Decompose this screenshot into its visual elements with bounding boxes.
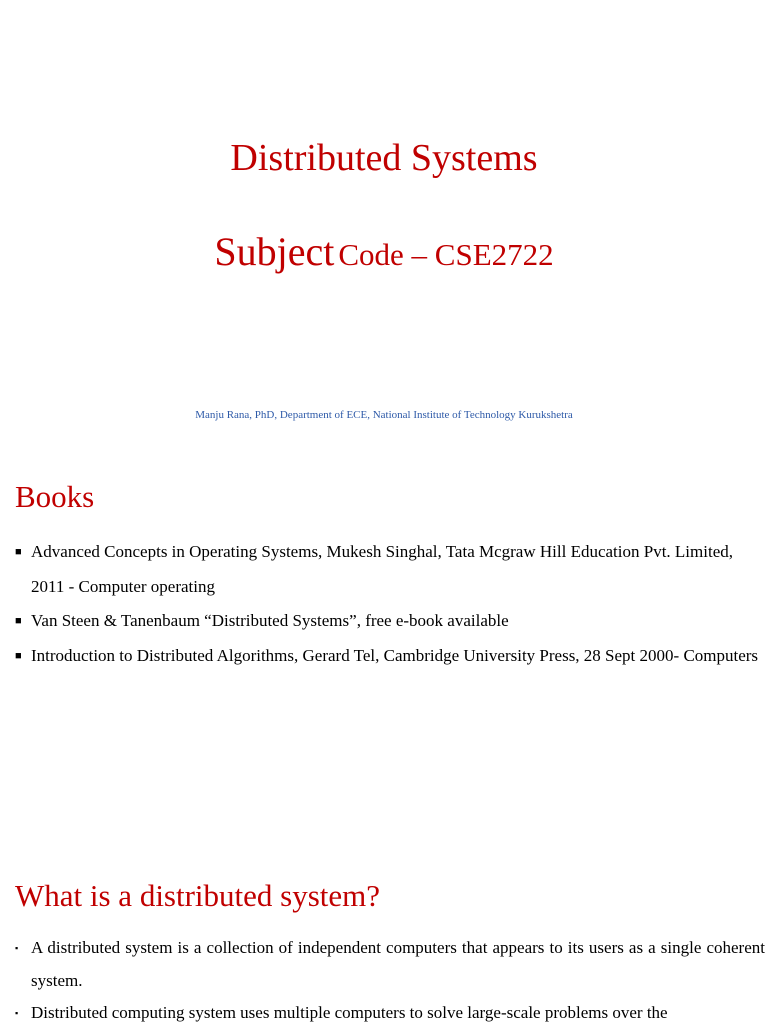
author-credit: Manju Rana, PhD, Department of ECE, National Institute of Technology Kurukshetra <box>195 409 573 421</box>
definition-entry: Distributed computing system uses multiple computers to solve large-scale problems over the <box>31 1003 668 1022</box>
definition-slide <box>0 860 768 1024</box>
list-item <box>15 639 765 674</box>
square-bullet-icon: ■ <box>15 649 22 662</box>
square-bullet-icon: ■ <box>15 615 22 627</box>
square-bullet-icon: ■ <box>15 546 22 558</box>
title-slide <box>0 0 768 460</box>
slide-title: Distributed Systems <box>230 137 538 179</box>
subject-code: Code – CSE2722 <box>338 237 554 272</box>
list-item <box>15 535 765 604</box>
list-item <box>15 932 765 997</box>
list-item <box>15 997 765 1030</box>
subject-word: Subject <box>214 229 335 274</box>
small-square-bullet-icon: ▪ <box>15 1008 19 1018</box>
definition-list <box>15 932 765 1030</box>
definition-heading: What is a distributed system? <box>15 878 381 913</box>
books-list <box>15 535 765 673</box>
book-entry: Advanced Concepts in Operating Systems, Mukesh Singhal, Tata Mcgraw Hill Education Pvt. Limited, 2011 - Computer operating <box>31 542 733 596</box>
subject-code-line <box>0 228 768 285</box>
definition-entry: A distributed system is a collection of independent computers that appears to its users as a single coherent system. <box>31 938 765 990</box>
list-item <box>15 604 765 639</box>
books-slide <box>0 460 768 840</box>
small-square-bullet-icon: ▪ <box>15 943 19 953</box>
book-entry: Van Steen & Tanenbaum “Distributed Systems”, free e-book available <box>31 611 509 630</box>
book-entry: Introduction to Distributed Algorithms, Gerard Tel, Cambridge University Press, 28 Sept 2000- Computers <box>31 645 759 665</box>
books-heading: Books <box>15 479 95 514</box>
